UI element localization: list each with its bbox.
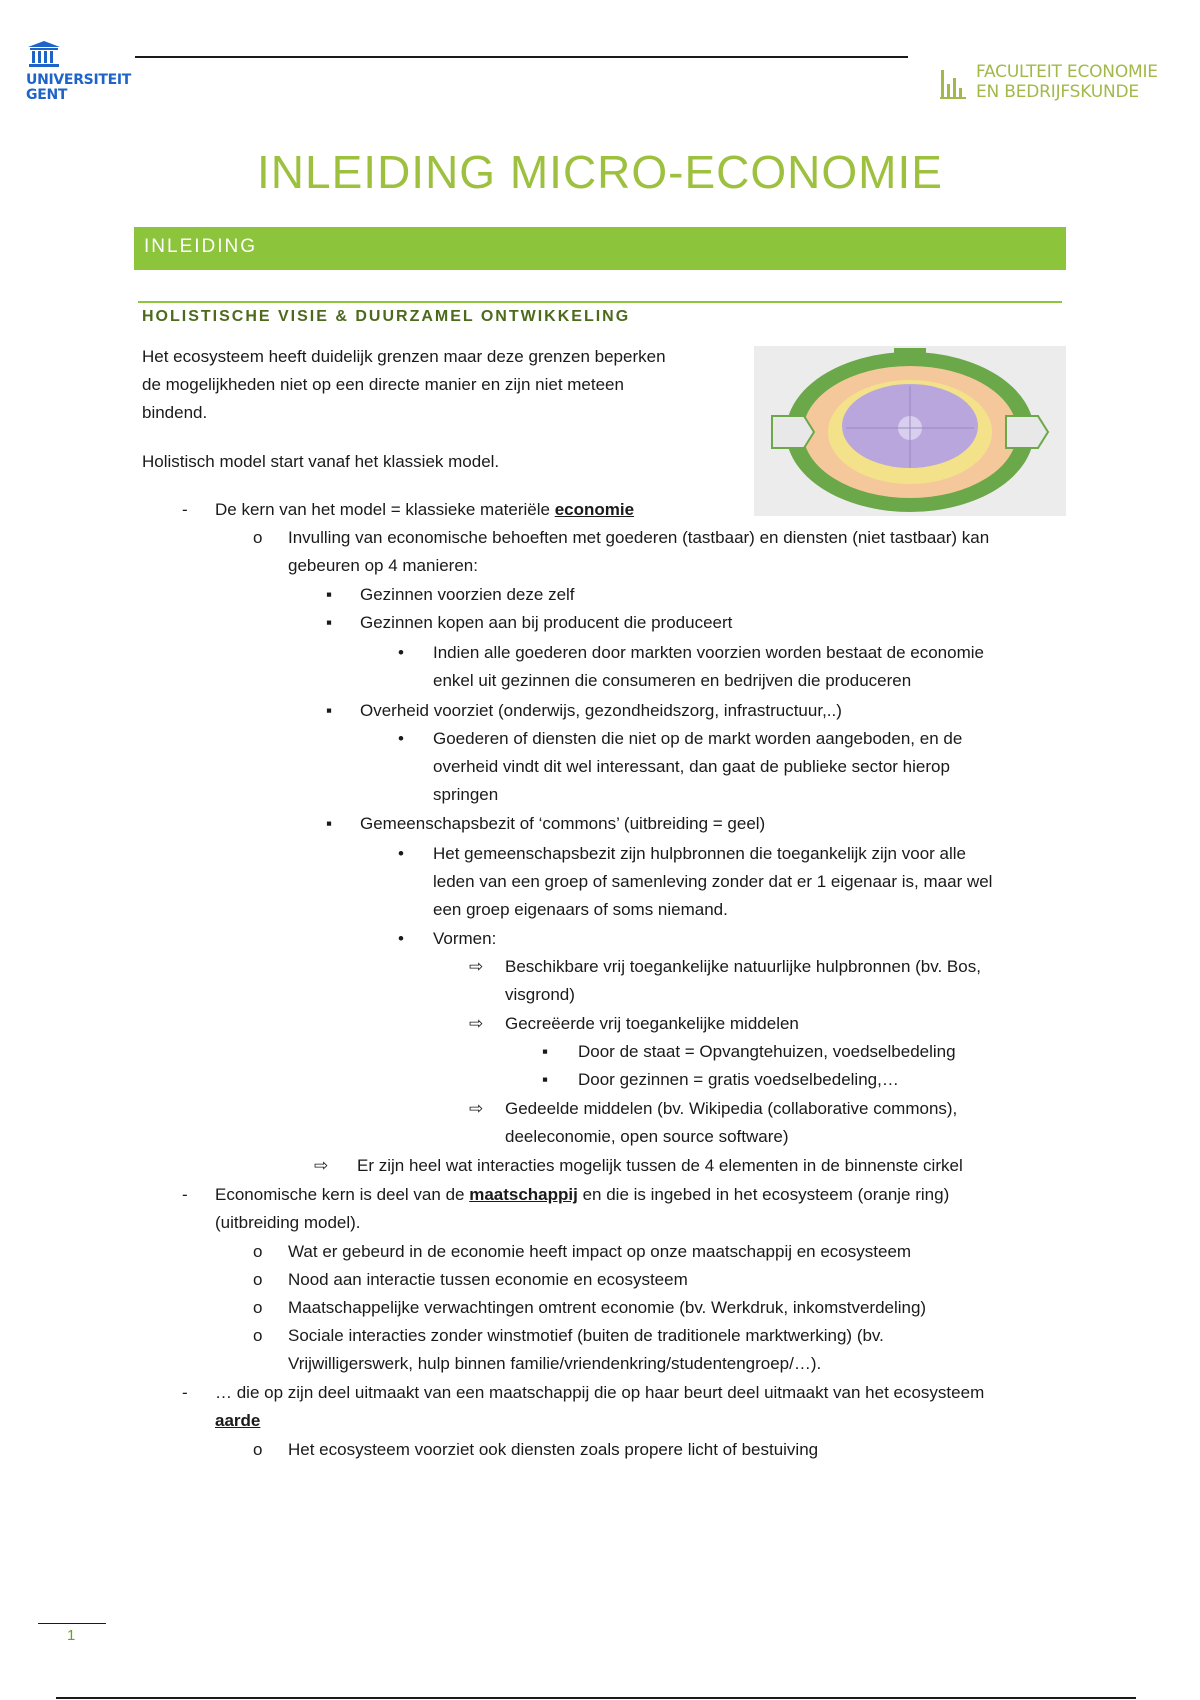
square-bullet: ▪ bbox=[326, 613, 333, 632]
circle-bullet: o bbox=[253, 1326, 263, 1345]
faculty-name-line1: FACULTEIT ECONOMIE bbox=[976, 62, 1158, 82]
bullet-commons: Gemeenschapsbezit of ‘commons’ (uitbreiding = geel) bbox=[360, 814, 766, 833]
dash-bullet: - bbox=[182, 1185, 188, 1204]
bullet-line: enkel uit gezinnen die consumeren en bedrijven die produceren bbox=[433, 671, 912, 690]
bullet-expectations: Maatschappelijke verwachtingen omtrent economie (bv. Werkdruk, inkomstverdeling) bbox=[288, 1298, 927, 1317]
input-arrow-icon bbox=[772, 416, 814, 448]
bullet-households-self: Gezinnen voorzien deze zelf bbox=[360, 585, 575, 604]
bullet-line: visgrond) bbox=[505, 985, 575, 1004]
bullet-line: springen bbox=[433, 785, 499, 804]
bold-term-aarde: aarde bbox=[215, 1411, 261, 1430]
university-building-icon bbox=[26, 40, 62, 68]
bullet-impact: Wat er gebeurd in de economie heeft impact op onze maatschappij en ecosysteem bbox=[288, 1242, 912, 1261]
arrow-bullet-icon: ⇨ bbox=[469, 1014, 484, 1033]
bullet-forms: Vormen: bbox=[433, 929, 497, 948]
dash-bullet: - bbox=[182, 500, 188, 519]
bullet-line: (uitbreiding model). bbox=[215, 1213, 361, 1232]
bullet-line: leden van een groep of samenleving zonder dat er 1 eigenaar is, maar wel bbox=[433, 872, 993, 891]
intro-paragraph-2: Holistisch model start vanaf het klassiek model. bbox=[142, 452, 500, 471]
holistic-model-figure bbox=[754, 346, 1066, 516]
dot-bullet: • bbox=[398, 643, 404, 662]
dot-bullet: • bbox=[398, 844, 404, 863]
bar-chart-icon bbox=[940, 64, 966, 100]
bullet-economy-core bbox=[215, 496, 634, 524]
circle-bullet: o bbox=[253, 1440, 263, 1459]
page-bottom-rule bbox=[56, 1697, 1136, 1699]
holistic-model-diagram bbox=[754, 346, 1066, 516]
bullet-shared-means bbox=[505, 1095, 1065, 1151]
bullet-commons-definition bbox=[433, 840, 1073, 924]
bullet-line: Gedeelde middelen (bv. Wikipedia (collaborative commons), bbox=[505, 1099, 958, 1118]
intro-line: Het ecosysteem heeft duidelijk grenzen maar deze grenzen beperken bbox=[142, 347, 666, 366]
bold-term-economie: economie bbox=[554, 500, 635, 519]
bullet-line: een groep eigenaars of soms niemand. bbox=[433, 900, 728, 919]
section-title: INLEIDING bbox=[144, 236, 258, 257]
bullet-line: Beschikbare vrij toegankelijke natuurlijke hulpbronnen (bv. Bos, bbox=[505, 957, 981, 976]
bullet-line: Het gemeenschapsbezit zijn hulpbronnen die toegankelijk zijn voor alle bbox=[433, 844, 966, 863]
circle-bullet: o bbox=[253, 1298, 263, 1317]
universiteit-gent-logo bbox=[26, 40, 132, 103]
section-banner bbox=[134, 227, 1066, 270]
intro-line: de mogelijkheden niet op een directe manier en zijn niet meteen bbox=[142, 375, 624, 394]
bullet-line: Vrijwilligerswerk, hulp binnen familie/vriendenkring/studentengroep/…). bbox=[288, 1354, 822, 1373]
bullet-line: overheid vindt dit wel interessant, dan gaat de publieke sector hierop bbox=[433, 757, 950, 776]
dash-bullet: - bbox=[182, 1383, 188, 1402]
bullet-interaction: Nood aan interactie tussen economie en ecosysteem bbox=[288, 1270, 688, 1289]
bullet-line: gebeuren op 4 manieren: bbox=[288, 556, 478, 575]
bullet-line: Sociale interacties zonder winstmotief (buiten de traditionele marktwerking) (bv. bbox=[288, 1326, 884, 1345]
bullet-households-buy: Gezinnen kopen aan bij producent die produceert bbox=[360, 613, 733, 632]
subsection-heading: HOLISTISCHE VISIE & DUURZAMEL ONTWIKKELING bbox=[142, 308, 631, 325]
square-bullet: ▪ bbox=[542, 1042, 549, 1061]
header-rule bbox=[135, 56, 908, 58]
arrow-bullet-icon: ⇨ bbox=[469, 957, 484, 976]
intro-paragraph bbox=[142, 343, 732, 427]
bullet-line: Invulling van economische behoeften met goederen (tastbaar) en diensten (niet tastbaar) kan bbox=[288, 528, 990, 547]
bullet-line: … die op zijn deel uitmaakt van een maatschappij die op haar beurt deel uitmaakt van het ecosysteem bbox=[215, 1383, 985, 1402]
circle-bullet: o bbox=[253, 1242, 263, 1261]
square-bullet: ▪ bbox=[326, 585, 333, 604]
circle-bullet: o bbox=[253, 528, 263, 547]
bullet-line: deeleconomie, open source software) bbox=[505, 1127, 789, 1146]
page-number: 1 bbox=[67, 1627, 76, 1644]
conclusion-line: Er zijn heel wat interacties mogelijk tussen de 4 elementen in de binnenste cirkel bbox=[357, 1156, 963, 1175]
university-name-line2: GENT bbox=[26, 87, 68, 103]
circle-bullet: o bbox=[253, 1270, 263, 1289]
bullet-by-state: Door de staat = Opvangtehuizen, voedselbedeling bbox=[578, 1042, 956, 1061]
bullet-text: De kern van het model = klassieke materiële bbox=[215, 500, 555, 519]
faculty-name-line2: EN BEDRIJFSKUNDE bbox=[976, 82, 1139, 102]
square-bullet: ▪ bbox=[542, 1070, 549, 1089]
square-bullet: ▪ bbox=[326, 814, 333, 833]
bullet-needs bbox=[288, 524, 1068, 580]
dot-bullet: • bbox=[398, 929, 404, 948]
bullet-text: Economische kern is deel van de bbox=[215, 1185, 470, 1204]
square-bullet: ▪ bbox=[326, 701, 333, 720]
subsection-rule bbox=[138, 301, 1062, 303]
document-title: INLEIDING MICRO-ECONOMIE bbox=[257, 146, 943, 198]
bullet-text: en die is ingebed in het ecosysteem (oranje ring) bbox=[577, 1185, 950, 1204]
bullet-line: Goederen of diensten die niet op de markt worden aangeboden, en de bbox=[433, 729, 963, 748]
dot-bullet: • bbox=[398, 729, 404, 748]
bullet-natural-resources bbox=[505, 953, 1065, 1009]
university-name-line1: UNIVERSITEIT bbox=[26, 72, 132, 88]
arrow-bullet-icon: ⇨ bbox=[469, 1099, 484, 1118]
arrow-bullet-icon: ⇨ bbox=[314, 1156, 329, 1175]
bullet-government: Overheid voorziet (onderwijs, gezondheidszorg, infrastructuur,..) bbox=[360, 701, 842, 720]
intro-line: bindend. bbox=[142, 403, 208, 422]
output-arrow-icon bbox=[1006, 416, 1048, 448]
bullet-markets bbox=[433, 639, 1073, 695]
bullet-earth bbox=[215, 1379, 1075, 1435]
bold-term-maatschappij: maatschappij bbox=[469, 1185, 578, 1204]
bullet-society bbox=[215, 1181, 1065, 1237]
footer-rule bbox=[38, 1623, 106, 1624]
bullet-social-interactions bbox=[288, 1322, 1068, 1378]
bullet-line: Indien alle goederen door markten voorzien worden bestaat de economie bbox=[433, 643, 984, 662]
bullet-by-households: Door gezinnen = gratis voedselbedeling,… bbox=[578, 1070, 899, 1089]
faculty-logo bbox=[940, 62, 1170, 102]
bullet-public-sector bbox=[433, 725, 1073, 809]
bullet-ecosystem-services: Het ecosysteem voorziet ook diensten zoals propere licht of bestuiving bbox=[288, 1440, 819, 1459]
bullet-created-means: Gecreëerde vrij toegankelijke middelen bbox=[505, 1014, 799, 1033]
